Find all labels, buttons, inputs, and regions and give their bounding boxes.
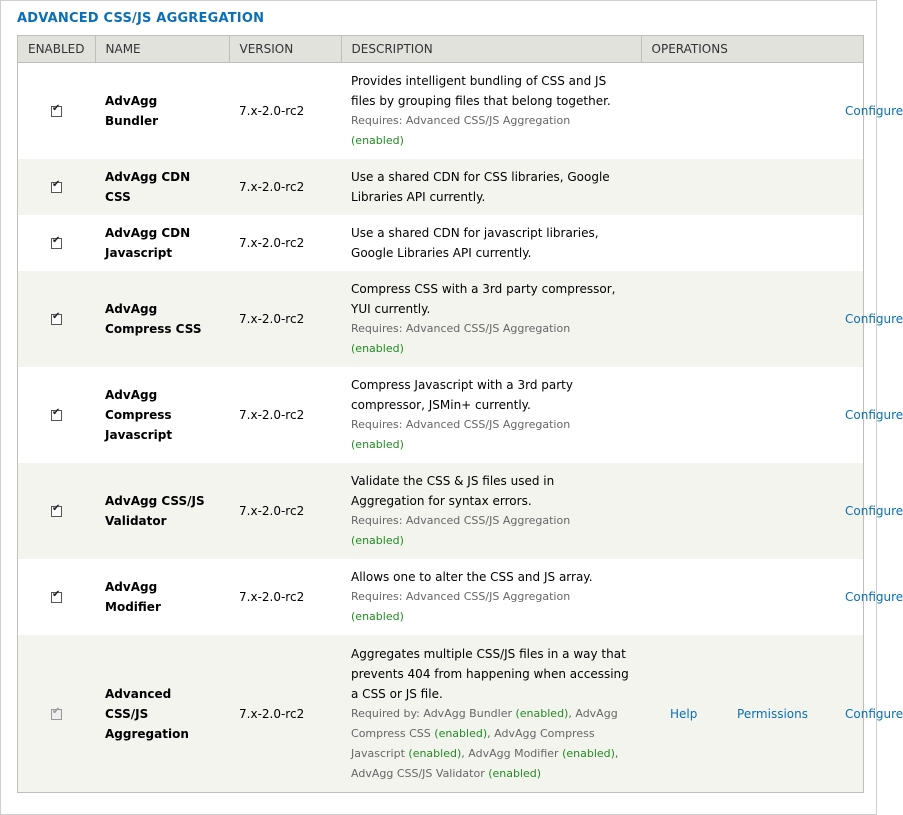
module-description-cell (341, 159, 641, 215)
table-row (18, 63, 864, 160)
required-by-status: (enabled) (488, 766, 542, 780)
enabled-cell (18, 559, 96, 635)
module-description: Provides intelligent bundling of CSS and JS files by grouping files that belong together. (351, 74, 611, 108)
module-name-line: Compress CSS (105, 322, 202, 336)
enabled-checkbox[interactable] (51, 589, 62, 603)
header-operations: OPERATIONS (641, 36, 863, 63)
requires-line (351, 111, 631, 151)
requires-line (351, 587, 631, 627)
header-enabled: ENABLED (18, 36, 96, 63)
table-row (18, 159, 864, 215)
enabled-checkbox[interactable] (51, 407, 62, 421)
module-version: 7.x-2.0-rc2 (229, 215, 341, 271)
requires-label: Requires: Advanced CSS/JS Aggregation (351, 590, 571, 603)
permissions-link[interactable]: Permissions (737, 706, 808, 721)
module-name-line: Javascript (105, 246, 173, 260)
operations-cell (641, 271, 903, 367)
module-description: Compress Javascript with a 3rd party compressor, JSMin+ currently. (351, 378, 573, 412)
requires-label: Requires: Advanced CSS/JS Aggregation (351, 418, 571, 431)
requires-status: (enabled) (351, 534, 404, 547)
requires-status: (enabled) (351, 134, 404, 147)
table-row (18, 635, 864, 793)
enabled-cell (18, 159, 96, 215)
enabled-checkbox[interactable] (51, 179, 62, 193)
required-by-module: AdvAgg Compress CSS (351, 706, 618, 740)
requires-label: Requires: Advanced CSS/JS Aggregation (351, 322, 571, 335)
required-by-separator: , (487, 726, 495, 740)
operations-cell (641, 215, 863, 271)
module-version: 7.x-2.0-rc2 (229, 559, 341, 635)
module-name-line: AdvAgg (105, 302, 158, 316)
module-name-line: AdvAgg CSS/JS (105, 494, 205, 508)
table-row (18, 463, 864, 559)
module-name (95, 215, 229, 271)
module-name-line: Javascript (105, 428, 173, 442)
help-link[interactable]: Help (670, 706, 698, 721)
module-description-cell (341, 635, 641, 793)
module-name-line: AdvAgg (105, 94, 158, 108)
module-version: 7.x-2.0-rc2 (229, 635, 341, 793)
check-icon: ✔ (52, 503, 61, 514)
module-name (95, 159, 229, 215)
check-icon: ✔ (52, 705, 61, 717)
required-by-status: (enabled) (434, 726, 488, 740)
enabled-checkbox[interactable] (51, 503, 62, 517)
module-description-cell (341, 271, 641, 367)
module-name-line: AdvAgg (105, 388, 158, 402)
module-version: 7.x-2.0-rc2 (229, 271, 341, 367)
table-row (18, 215, 864, 271)
module-name-line: AdvAgg CDN (105, 170, 191, 184)
requires-status: (enabled) (351, 438, 404, 451)
module-version: 7.x-2.0-rc2 (229, 463, 341, 559)
enabled-checkbox[interactable] (51, 235, 62, 249)
required-by-line (351, 704, 631, 784)
module-name-line: Compress (105, 408, 172, 422)
requires-status: (enabled) (351, 610, 404, 623)
required-by-separator: , (568, 706, 576, 720)
module-name (95, 559, 229, 635)
header-version: VERSION (229, 36, 341, 63)
required-by-module: AdvAgg Compress Javascript (351, 726, 595, 760)
module-name-line: Modifier (105, 600, 161, 614)
configure-link[interactable]: Configure (845, 104, 903, 118)
enabled-checkbox[interactable] (51, 103, 62, 117)
check-icon: ✔ (52, 179, 61, 190)
module-description-cell (341, 215, 641, 271)
module-name-line: CSS (105, 190, 131, 204)
check-icon: ✔ (52, 235, 61, 246)
configure-link[interactable]: Configure (845, 312, 903, 326)
enabled-cell (18, 367, 96, 463)
table-header-row (18, 36, 864, 63)
module-name (95, 367, 229, 463)
enabled-cell (18, 63, 96, 160)
enabled-checkbox[interactable] (51, 311, 62, 325)
operations-cell (641, 63, 903, 160)
requires-status: (enabled) (351, 342, 404, 355)
module-name-line: AdvAgg CDN (105, 226, 191, 240)
module-name-line: CSS/JS (105, 706, 149, 721)
check-icon: ✔ (52, 407, 61, 418)
enabled-cell (18, 215, 96, 271)
module-description-cell (341, 63, 641, 160)
requires-line (351, 415, 631, 455)
module-version: 7.x-2.0-rc2 (229, 159, 341, 215)
fieldset-legend: ADVANCED CSS/JS AGGREGATION (17, 11, 265, 26)
module-version: 7.x-2.0-rc2 (229, 63, 341, 160)
module-name (95, 63, 229, 160)
requires-label: Requires: Advanced CSS/JS Aggregation (351, 114, 571, 127)
operations-cell (641, 559, 903, 635)
requires-line (351, 319, 631, 359)
check-icon: ✔ (52, 103, 61, 114)
check-icon: ✔ (52, 311, 61, 322)
required-by-separator: , (614, 746, 619, 760)
requires-label: Requires: Advanced CSS/JS Aggregation (351, 514, 571, 527)
required-by-module: AdvAgg Modifier (468, 746, 563, 760)
module-name-line: Advanced (105, 686, 172, 701)
operations-cell (641, 463, 903, 559)
module-description: Allows one to alter the CSS and JS array. (351, 570, 593, 584)
module-description: Compress CSS with a 3rd party compressor, YUI currently. (351, 282, 616, 316)
table-row (18, 367, 864, 463)
required-by-status: (enabled) (562, 746, 615, 760)
required-by-separator: , (461, 746, 469, 760)
module-name-line: Aggregation (105, 726, 189, 741)
module-name (95, 271, 229, 367)
operations-cell (641, 159, 863, 215)
module-name (95, 635, 229, 793)
module-description: Use a shared CDN for CSS libraries, Google Libraries API currently. (351, 170, 610, 204)
required-by-status: (enabled) (515, 706, 569, 720)
required-by-module: Required by: AdvAgg Bundler (351, 706, 516, 720)
requires-line (351, 511, 631, 551)
module-version: 7.x-2.0-rc2 (229, 367, 341, 463)
enabled-cell (18, 463, 96, 559)
operations-cell (641, 635, 903, 793)
module-description: Aggregates multiple CSS/JS files in a way that prevents 404 from happening when accessing a CSS or JS file. (351, 646, 629, 701)
enabled-cell (18, 635, 96, 793)
configure-link[interactable]: Configure (845, 504, 903, 518)
module-description: Use a shared CDN for javascript libraries, Google Libraries API currently. (351, 226, 599, 260)
module-description: Validate the CSS & JS files used in Aggregation for syntax errors. (351, 474, 555, 508)
header-description: DESCRIPTION (341, 36, 641, 63)
table-row (18, 271, 864, 367)
module-name-line: AdvAgg (105, 580, 158, 594)
configure-link[interactable]: Configure (845, 590, 903, 604)
configure-link[interactable]: Configure (845, 408, 903, 422)
modules-table (17, 35, 903, 793)
header-name: NAME (95, 36, 229, 63)
table-row (18, 559, 864, 635)
module-name-line: Bundler (105, 114, 159, 128)
required-by-status: (enabled) (408, 746, 462, 760)
module-description-cell (341, 559, 641, 635)
enabled-checkbox (51, 705, 62, 720)
module-name (95, 463, 229, 559)
module-name-line: Validator (105, 514, 167, 528)
enabled-cell (18, 271, 96, 367)
module-description-cell (341, 367, 641, 463)
operations-cell (641, 367, 903, 463)
configure-link[interactable]: Configure (845, 706, 903, 721)
module-description-cell (341, 463, 641, 559)
check-icon: ✔ (52, 589, 61, 600)
required-by-module: AdvAgg CSS/JS Validator (351, 766, 489, 780)
